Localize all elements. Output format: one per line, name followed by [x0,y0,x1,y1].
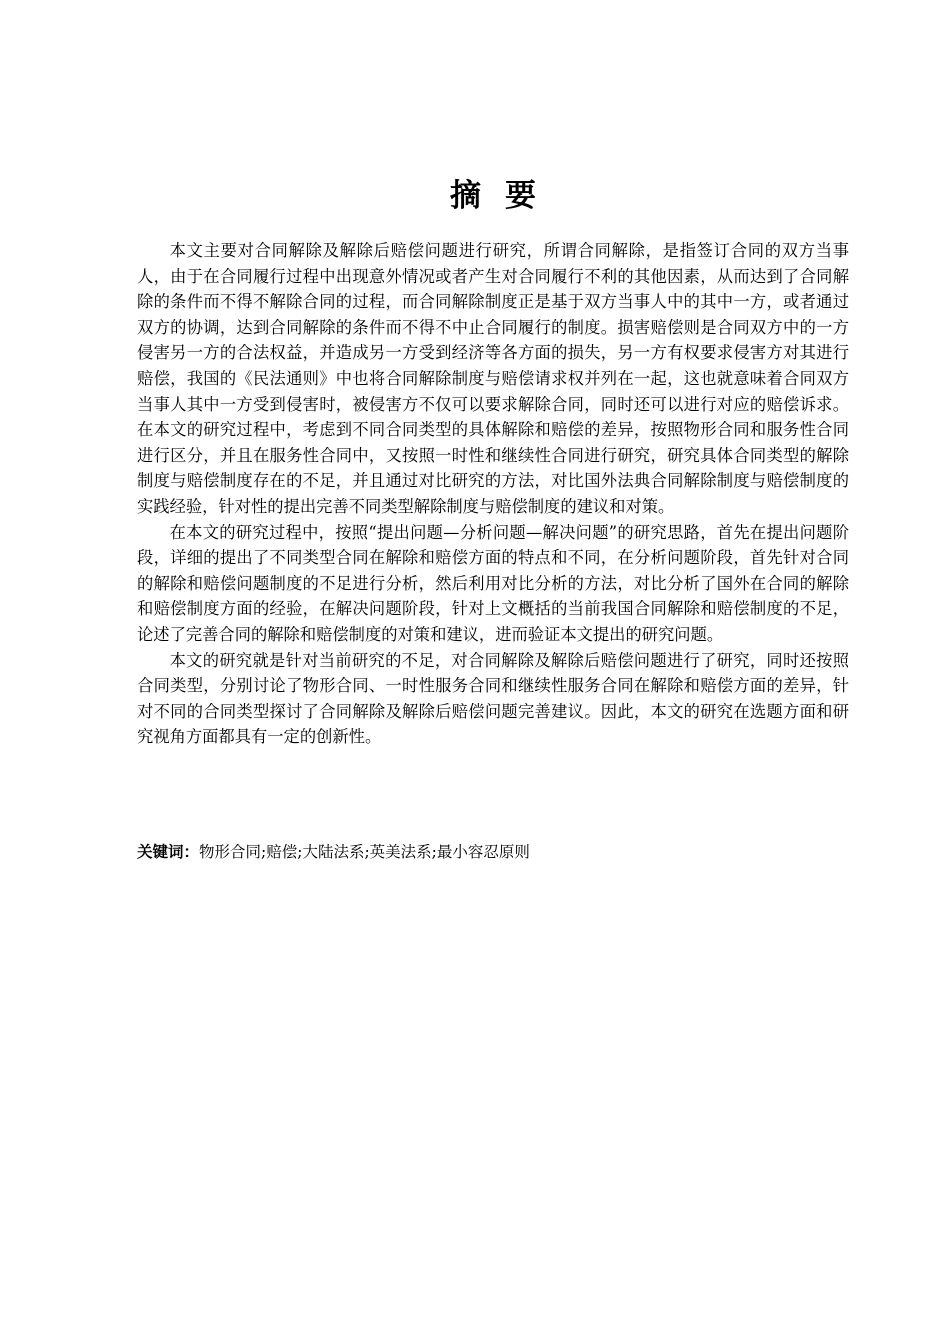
keywords-line [137,839,849,865]
keywords-list: 物形合同;赔偿;大陆法系;英美法系;最小容忍原则 [199,843,530,861]
abstract-title: 摘要 [450,178,560,214]
abstract-body [137,238,849,750]
keywords-label: 关键词： [137,843,200,861]
abstract-paragraph-2: 在本文的研究过程中，按照“提出问题—分析问题—解决问题”的研究思路，首先在提出问题阶段，详细的提出了不同类型合同在解除和赔偿方面的特点和不同，在分析问题阶段，首先针对合同的解除和赔偿问题制度的不足进行分析，然后利用对比分析的方法，对比分析了国外在合同的解除和赔偿制度方面的经验，在解决问题阶段，针对上文概括的当前我国合同解除和赔偿制度的不足，论述了完善合同的解除和赔偿制度的对策和建议，进而验证本文提出的研究问题。 [137,522,849,644]
abstract-paragraph-1: 本文主要对合同解除及解除后赔偿问题进行研究，所谓合同解除，是指签订合同的双方当事人，由于在合同履行过程中出现意外情况或者产生对合同履行不利的其他因素，从而达到了合同解除的条件而不得不解除合同的过程，而合同解除制度正是基于双方当事人中的其中一方，或者通过双方的协调，达到合同解除的条件而不得不中止合同履行的制度。损害赔偿则是合同双方中的一方侵害另一方的合法权益，并造成另一方受到经济等各方面的损失，另一方有权要求侵害方对其进行赔偿，我国的《民法通则》中也将合同解除制度与赔偿请求权并列在一起，这也就意味着合同双方当事人其中一方受到侵害时，被侵害方不仅可以要求解除合同，同时还可以进行对应的赔偿诉求。在本文的研究过程中，考虑到不同合同类型的具体解除和赔偿的差异，按照物形合同和服务性合同进行区分，并且在服务性合同中，又按照一时性和继续性合同进行研究，研究具体合同类型的解除制度与赔偿制度存在的不足，并且通过对比研究的方法，对比国外法典合同解除制度与赔偿制度的实践经验，针对性的提出完善不同类型解除制度与赔偿制度的建议和对策。 [137,241,849,516]
abstract-paragraph-3: 本文的研究就是针对当前研究的不足，对合同解除及解除后赔偿问题进行了研究，同时还按照合同类型，分别讨论了物形合同、一时性服务合同和继续性服务合同在解除和赔偿方面的差异，针对不同的合同类型探讨了合同解除及解除后赔偿问题完善建议。因此，本文的研究在选题方面和研究视角方面都具有一定的创新性。 [137,650,849,747]
